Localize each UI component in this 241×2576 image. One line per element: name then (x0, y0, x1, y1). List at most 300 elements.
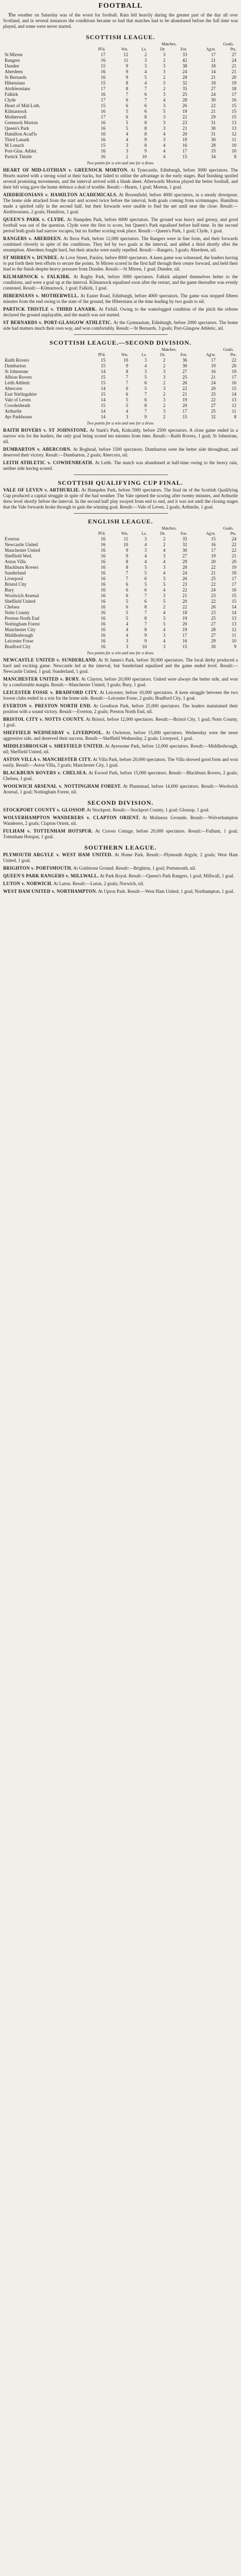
stat-cell: 16 (211, 542, 216, 547)
column-header: Wn. (121, 531, 128, 536)
divider (74, 474, 168, 475)
stat-cell: 5 (144, 582, 147, 587)
team-name: Notts County (5, 610, 30, 615)
stat-cell: 16 (101, 627, 106, 632)
stat-cell: 11 (232, 137, 236, 142)
stat-cell: 6 (125, 114, 128, 120)
stat-cell: 19 (182, 109, 187, 114)
column-header: Pl'd. (98, 531, 106, 536)
stat-cell: 14 (101, 369, 106, 374)
match-body: At Villa Park, before 20,000 spectators. The Villa showed good form and won easily. Result:—Aston Villa, 3 goals; Manchester City, 1 goal. (3, 757, 238, 768)
stat-cell: 6 (125, 97, 128, 103)
table-row (3, 369, 238, 375)
second-division-table (3, 352, 238, 420)
stat-cell: 3 (163, 409, 166, 414)
team-name: Nottingham Forest (5, 621, 40, 626)
stat-cell: 7 (144, 392, 147, 397)
stat-cell: 16 (101, 126, 106, 131)
stat-cell: 3 (125, 414, 128, 419)
stat-cell: 22 (182, 604, 187, 609)
match-heading: LEICESTER FOSSE v. BRADFORD CITY. (3, 690, 99, 695)
stat-cell: 23 (211, 593, 216, 598)
stat-cell: 19 (182, 616, 187, 621)
stat-cell: 15 (101, 375, 106, 380)
second-division-title: SCOTTISH LEAGUE.—SECOND DIVISION. (49, 339, 192, 346)
stat-cell: 16 (101, 559, 106, 564)
team-name: Sheffield Wed. (5, 553, 33, 558)
table-row (3, 397, 238, 403)
match-report (3, 255, 238, 272)
match-report (3, 676, 238, 688)
stat-cell: 15 (232, 109, 236, 114)
match-report (3, 866, 238, 871)
stat-cell: 3 (144, 548, 147, 553)
table-header-row (3, 46, 238, 52)
matches-group-label: Matches. (162, 42, 177, 46)
match-heading: MANCHESTER UNITED v. BURY. (3, 676, 80, 682)
stat-cell: 16 (101, 576, 106, 581)
stat-cell: 21 (211, 58, 216, 63)
stat-cell: 15 (182, 414, 187, 419)
team-name: St Mirren (5, 52, 23, 57)
stat-cell: 17 (232, 92, 236, 97)
table-row (3, 570, 238, 576)
stat-cell: 2 (163, 75, 166, 80)
stat-cell: 15 (211, 536, 216, 541)
stat-cell: 14 (101, 414, 106, 419)
stat-cell: 26 (182, 576, 187, 581)
column-header: Dr. (160, 352, 166, 357)
stat-cell: 5 (144, 570, 147, 575)
stat-cell: 16 (101, 644, 106, 649)
team-name: Airdrieonians (5, 86, 30, 91)
match-report (3, 784, 238, 795)
match-body: At Ewood Park, before 15,000 spectators. Result:—Blackburn Rovers, 2 goals; Chelsea, 1 goal. (3, 770, 238, 781)
stat-cell: 4 (125, 621, 128, 626)
column-header: Ag'st. (206, 531, 216, 536)
stat-cell: 3 (125, 638, 128, 643)
table-row (3, 582, 238, 587)
stat-cell: 19 (232, 369, 236, 374)
team-name: Raith Rovers (5, 358, 29, 363)
stat-cell: 16 (101, 154, 106, 159)
stat-cell: 6 (144, 92, 147, 97)
stat-cell: 24 (211, 380, 216, 385)
stat-cell: 16 (101, 553, 106, 558)
table-row (3, 409, 238, 414)
stat-cell: 3 (144, 63, 147, 69)
stat-cell: 3 (163, 593, 166, 598)
stat-cell: 8 (144, 120, 147, 125)
english-second-division-title: SECOND DIVISION. (87, 799, 154, 806)
table-row (3, 576, 238, 582)
stat-cell: 9 (125, 69, 128, 74)
stat-cell: 8 (125, 369, 128, 374)
table-row (3, 386, 238, 392)
table-header-row (3, 352, 238, 358)
stat-cell: 16 (101, 593, 106, 598)
team-name: Arthurlie (5, 409, 22, 414)
stat-cell: 19 (182, 397, 187, 402)
stat-cell: 10 (232, 148, 236, 154)
stat-cell: 15 (182, 644, 187, 649)
match-body: At Bristol, before 12,000 spectators. Result:—Bristol City, 1 goal; Notts County, 1 goal. (3, 717, 238, 727)
stat-cell: 18 (211, 80, 216, 86)
table-row (3, 610, 238, 616)
stat-cell: 11 (123, 58, 128, 63)
stat-cell: 27 (211, 403, 216, 408)
match-report (3, 828, 238, 840)
stat-cell: 4 (125, 633, 128, 638)
stat-cell: 12 (232, 131, 236, 137)
column-header: Pl'd. (98, 47, 106, 52)
stat-cell: 4 (163, 154, 166, 159)
match-heading: AIRDRIEONIANS v. HAMILTON ACADEMICALS. (3, 192, 118, 197)
team-name: St Bernards (5, 75, 27, 80)
stat-cell: 25 (211, 409, 216, 414)
stat-cell: 4 (125, 137, 128, 142)
stat-cell: 18 (232, 570, 236, 575)
stat-cell: 16 (101, 587, 106, 592)
stat-cell: 6 (144, 109, 147, 114)
stat-cell: 6 (125, 392, 128, 397)
match-heading: KILMARNOCK v. FALKIRK. (3, 274, 71, 279)
stat-cell: 3 (144, 358, 147, 363)
stat-cell: 18 (182, 610, 187, 615)
stat-cell: 4 (144, 80, 147, 86)
stat-cell: 7 (125, 375, 128, 380)
stat-cell: 31 (211, 120, 216, 125)
stat-cell: 3 (163, 397, 166, 402)
stat-cell: 16 (101, 131, 106, 137)
stat-cell: 19 (232, 80, 236, 86)
stat-cell: 8 (144, 403, 147, 408)
stat-cell: 3 (125, 644, 128, 649)
stat-cell: 17 (101, 97, 106, 103)
stat-cell: 30 (211, 97, 216, 103)
stat-cell: 2 (163, 392, 166, 397)
team-name: Bristol City (5, 582, 27, 587)
stat-cell: 17 (182, 409, 187, 414)
team-name: Dumbarton (5, 363, 26, 368)
match-body: At Easter Road, Edinburgh, before 4000 spectators. The game was stopped fifteen minutes from the end owing to the state of the ground, the Hibernians at the time leading by two goals to nil. (3, 293, 238, 304)
column-header: Wn. (121, 47, 128, 52)
table-row (3, 58, 238, 63)
stat-cell: 3 (163, 565, 166, 570)
stat-cell: 5 (163, 599, 166, 604)
stat-cell: 16 (101, 542, 106, 547)
stat-cell: 17 (232, 582, 236, 587)
stat-cell: 3 (163, 369, 166, 374)
match-report (3, 307, 238, 318)
table-row (3, 363, 238, 369)
stat-cell: 14 (101, 386, 106, 391)
table-row (3, 97, 238, 103)
table-row (3, 616, 238, 621)
stat-cell: 16 (101, 599, 106, 604)
match-heading: ST BERNARDS v. PORT-GLASGOW ATHLETIC. (3, 320, 113, 325)
stat-cell: 3 (163, 633, 166, 638)
match-body: At Hampden Park, before 7000 spectators. The final tie of the Scottish Qualifying Cup produced a capital struggle in spite of the bad weather. The Vale opened the scoring after twenty minutes, and Arthurlie drew level shortly before the interval. In the second half play swayed from end to end, and it was not until the closing stages that the Vale forwards broke through to gain the winning goal. Result:—Vale of Leven, 2 goals; Arthurlie, 1 goal. (3, 487, 238, 510)
stat-cell: 34 (211, 154, 216, 159)
match-heading: RANGERS v. ABERDEEN. (3, 236, 62, 241)
stat-cell: 16 (101, 610, 106, 615)
stat-cell: 23 (211, 610, 216, 615)
stat-cell: 3 (163, 63, 166, 69)
stat-cell: 6 (125, 587, 128, 592)
team-name: Albion Rovers (5, 375, 32, 380)
stat-cell: 20 (182, 599, 187, 604)
team-name: Partick Thistle (5, 154, 32, 159)
second-match-reports (3, 428, 238, 471)
stat-cell: 4 (163, 559, 166, 564)
match-report (3, 873, 238, 879)
stat-cell: 4 (125, 131, 128, 137)
stat-cell: 7 (144, 97, 147, 103)
stat-cell: 2 (163, 363, 166, 368)
match-heading: HEART OF MID-LOTHIAN v. GREENOCK MORTON. (3, 167, 129, 173)
stat-cell: 20 (232, 559, 236, 564)
stat-cell: 14 (232, 604, 236, 609)
stat-cell: 7 (144, 409, 147, 414)
table-row (3, 114, 238, 120)
table-row (3, 120, 238, 126)
table-row (3, 52, 238, 58)
match-heading: PLYMOUTH ARGYLE v. WEST HAM UNITED. (3, 852, 113, 857)
stat-cell: 28 (211, 627, 216, 632)
stat-cell: 19 (182, 137, 187, 142)
stat-cell: 8 (234, 154, 236, 159)
stat-cell: 21 (182, 392, 187, 397)
table-row (3, 638, 238, 644)
stat-cell: 16 (182, 638, 187, 643)
team-name: East Stirlingshire (5, 392, 37, 397)
section-masthead: FOOTBALL (98, 2, 143, 10)
stat-cell: 22 (232, 358, 236, 363)
match-report (3, 743, 238, 755)
english-group-headers (3, 526, 238, 531)
stat-cell: 2 (163, 86, 166, 91)
match-heading: STOCKPORT COUNTY v. GLOSSOP. (3, 807, 86, 812)
table-row (3, 109, 238, 114)
stat-cell: 16 (182, 143, 187, 148)
stat-cell: 10 (142, 644, 147, 649)
stat-cell: 2 (125, 154, 128, 159)
scottish-points-note: Two points for a win and one for a draw. (87, 161, 154, 165)
stat-cell: 9 (125, 553, 128, 558)
stat-cell: 3 (125, 148, 128, 154)
stat-cell: 15 (101, 403, 106, 408)
stat-cell: 16 (101, 92, 106, 97)
stat-cell: 4 (144, 69, 147, 74)
stat-cell: 4 (163, 97, 166, 103)
match-report (3, 460, 238, 471)
stat-cell: 25 (211, 576, 216, 581)
stat-cell: 8 (144, 627, 147, 632)
match-heading: FULHAM v. TOTTENHAM HOTSPUR. (3, 828, 93, 834)
match-heading: HIBERNIANS v. MOTHERWELL. (3, 293, 79, 298)
team-name: Cowdenbeath (5, 403, 30, 408)
stat-cell: 7 (144, 86, 147, 91)
matches-group-label: Matches. (162, 347, 177, 352)
stat-cell: 20 (182, 131, 187, 137)
stat-cell: 2 (163, 536, 166, 541)
stat-cell: 4 (144, 559, 147, 564)
stat-cell: 30 (211, 126, 216, 131)
match-report (3, 730, 238, 741)
stat-cell: 6 (125, 582, 128, 587)
stat-cell: 24 (232, 536, 236, 541)
table-row (3, 126, 238, 131)
match-body: At Hampden Park, before 6000 spectators. The ground was heavy and greasy, and good football was out of the question. Clyde were the first to score, but Queen's Park equalised before half-time. In the second period both goals had narrow escapes, but no further scoring took place. Result:—Queen's Park, 1 goal; Clyde, 1 goal. (3, 217, 238, 233)
stat-cell: 19 (182, 627, 187, 632)
english-points-note: Two points for a win and one for a draw. (87, 651, 154, 655)
match-heading: VALE OF LEVEN v. ARTHURLIE. (3, 487, 81, 493)
table-row (3, 80, 238, 86)
team-name: Motherwell (5, 114, 26, 120)
stat-cell: 5 (125, 120, 128, 125)
table-row (3, 599, 238, 604)
match-body: At Ayresome Park, before 12,000 spectators. Result:—Middlesbrough, nil; Sheffield United, nil. (3, 743, 238, 754)
match-heading: QUEEN'S PARK v. CLYDE. (3, 217, 66, 222)
stat-cell: 30 (182, 363, 187, 368)
match-heading: MIDDLESBROUGH v. SHEFFIELD UNITED. (3, 743, 104, 749)
stat-cell: 22 (211, 397, 216, 402)
column-header: Pts. (230, 352, 236, 357)
table-row (3, 548, 238, 553)
stat-cell: 12 (232, 627, 236, 632)
stat-cell: 23 (182, 120, 187, 125)
match-body: At Craven Cottage, before 20,000 spectators. Result:—Fulham, 1 goal; Tottenham Hotspur, 1 goal. (3, 828, 238, 839)
table-row (3, 137, 238, 143)
table-row (3, 69, 238, 75)
goals-group-label: Goals. (223, 42, 234, 46)
stat-cell: 21 (211, 75, 216, 80)
english-second-division-reports (3, 807, 238, 840)
match-report (3, 690, 238, 701)
stat-cell: 6 (125, 103, 128, 108)
match-report (3, 293, 238, 304)
stat-cell: 12 (232, 403, 236, 408)
southern-league-title: SOUTHERN LEAGUE. (84, 844, 157, 851)
team-name: Hibernians (5, 80, 25, 86)
match-report (3, 167, 238, 190)
stat-cell: 13 (232, 397, 236, 402)
stat-cell: 2 (163, 604, 166, 609)
second-group-headers (3, 347, 238, 352)
team-name: Ayr Parkhouse (5, 414, 32, 419)
team-name: Manchester City (5, 627, 36, 632)
stat-cell: 29 (182, 559, 187, 564)
stat-cell: 16 (101, 638, 106, 643)
scottish-league-table (3, 46, 238, 160)
stat-cell: 3 (163, 553, 166, 558)
stat-cell: 4 (163, 570, 166, 575)
scottish-league-title: SCOTTISH LEAGUE. (86, 33, 155, 41)
table-row (3, 604, 238, 610)
match-report (3, 320, 238, 331)
team-name: Sunderland (5, 570, 26, 575)
table-row (3, 621, 238, 627)
stat-cell: 21 (232, 69, 236, 74)
stat-cell: 8 (234, 414, 236, 419)
stat-cell: 12 (123, 52, 128, 57)
table-row (3, 542, 238, 548)
match-body: At Tynecastle, Edinburgh, before 3000 spectators. The Hearts started with a strong wind at their backs, but failed to utilise the advantage in the early stages. Bad finishing spoiled several promising movements, and the interval arrived with a blank sheet. Afterwards Morton played the better football, and their left wing gave the home defence a deal of trouble. Result:—Hearts, 1 goal; Morton, 1 goal. (3, 167, 238, 190)
stat-cell: 28 (211, 143, 216, 148)
stat-cell: 30 (211, 137, 216, 142)
stat-cell: 16 (101, 148, 106, 154)
match-heading: WEST HAM UNITED v. NORTHAMPTON. (3, 889, 98, 894)
table-row (3, 375, 238, 380)
stat-cell: 4 (163, 148, 166, 154)
table-row (3, 131, 238, 137)
table-row (3, 75, 238, 80)
divider (74, 334, 168, 335)
stat-cell: 22 (211, 103, 216, 108)
column-header: Wn. (121, 352, 128, 357)
stat-cell: 9 (144, 638, 147, 643)
stat-cell: 23 (182, 582, 187, 587)
stat-cell: 14 (232, 610, 236, 615)
stat-cell: 5 (125, 599, 128, 604)
match-heading: DUMBARTON v. ABERCORN. (3, 447, 72, 452)
stat-cell: 16 (101, 69, 106, 74)
stat-cell: 17 (211, 548, 216, 553)
stat-cell: 21 (182, 593, 187, 598)
english-league-title: ENGLISH LEAGUE. (88, 518, 153, 525)
stat-cell: 15 (232, 114, 236, 120)
stat-cell: 8 (125, 86, 128, 91)
column-header: Ag'st. (206, 352, 216, 357)
cup-final-report (3, 487, 238, 510)
stat-cell: 3 (163, 386, 166, 391)
stat-cell: 17 (101, 114, 106, 120)
stat-cell: 8 (144, 143, 147, 148)
stat-cell: 4 (144, 542, 147, 547)
stat-cell: 8 (125, 565, 128, 570)
match-report (3, 192, 238, 215)
column-header: Pts. (230, 47, 236, 52)
team-name: Chelsea (5, 604, 20, 609)
stat-cell: 11 (123, 536, 128, 541)
stat-cell: 13 (232, 120, 236, 125)
stat-cell: 7 (144, 621, 147, 626)
stat-cell: 27 (211, 86, 216, 91)
stat-cell: 32 (182, 542, 187, 547)
match-report (3, 447, 238, 458)
match-body: At Plumstead, before 14,000 spectators. Result:—Woolwich Arsenal, 1 goal; Nottingham Forest, nil. (3, 784, 238, 794)
team-name: Vale of Leven (5, 397, 31, 402)
match-heading: BRISTOL CITY v. NOTTS COUNTY. (3, 717, 85, 722)
stat-cell: 16 (101, 621, 106, 626)
stat-cell: 19 (211, 363, 216, 368)
stat-cell: 29 (211, 638, 216, 643)
stat-cell: 14 (211, 69, 216, 74)
stat-cell: 15 (232, 593, 236, 598)
table-row (3, 380, 238, 386)
stat-cell: 33 (182, 52, 187, 57)
match-heading: RAITH ROVERS v. ST JOHNSTONE. (3, 428, 88, 433)
stat-cell: 15 (101, 363, 106, 368)
stat-cell: 24 (182, 69, 187, 74)
table-row (3, 86, 238, 92)
stat-cell: 27 (211, 621, 216, 626)
match-report (3, 657, 238, 674)
team-name: Aston Villa (5, 559, 26, 564)
table-row (3, 392, 238, 397)
stat-cell: 31 (211, 131, 216, 137)
